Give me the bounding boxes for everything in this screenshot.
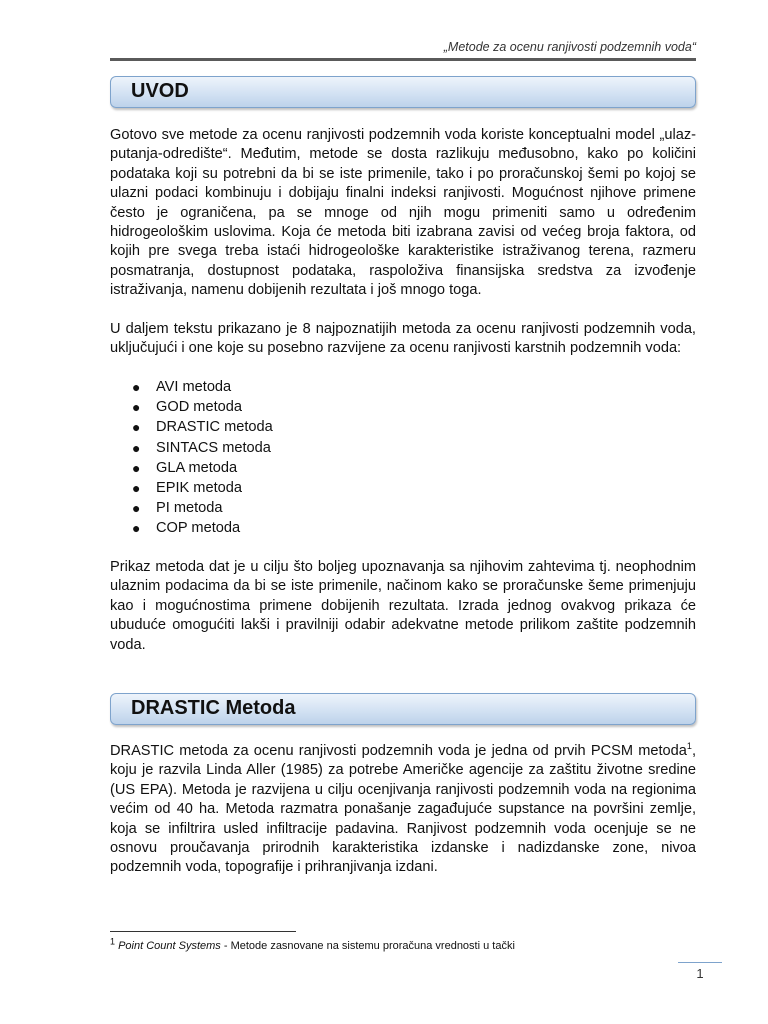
running-header: „Metode za ocenu ranjivosti podzemnih voda“ bbox=[443, 40, 696, 54]
bullet-icon: ● bbox=[132, 439, 141, 456]
list-item bbox=[110, 438, 273, 458]
section-heading-uvod bbox=[110, 76, 696, 108]
list-item bbox=[110, 397, 273, 417]
list-item bbox=[110, 518, 273, 538]
footnote-rule bbox=[110, 931, 296, 932]
list-item-label: AVI metoda bbox=[156, 379, 232, 395]
list-item bbox=[110, 417, 273, 437]
footnote-term: Point Count Systems bbox=[118, 940, 221, 952]
footnote-text: - Metode zasnovane na sistemu proračuna vrednosti u tački bbox=[220, 940, 515, 952]
list-item-label: SINTACS metoda bbox=[156, 439, 271, 456]
paragraph: Prikaz metoda dat je u cilju što boljeg upoznavanja sa njihovim zahtevima tj. neophodnim ulaznim podacima da bi se iste primenile, načinom kako se proračunske šeme primenjuju kao i mogućnostima primene dobijenih rezultata. Izrada jednog ovakvog prikaza će ubuduće omogućiti lakši i pravilniji odabir adekvatne metode prilikom zaštite podzemnih voda. bbox=[110, 559, 696, 653]
paragraph-text: , koju je razvila Linda Aller (1985) za potrebe Američke agencije za zaštitu životne sredine (US EPA). Metoda je razvijena u cilju ocenjivanja ranjivosti podzemnih voda na regionima većim od 40 ha. Metoda razmatra ponašanje zagađujuće supstance na površini zemlje, koja se infiltrira usled infiltracije padavina. Ranjivost podzemnih voda ocenjuje se ne osnovu proučavanja prirodnih karakteristika izdanske i nadizdanske zone, nivoa podzemnih voda, topografije i prihranjivanja izdani. bbox=[110, 743, 696, 876]
methods-list bbox=[110, 377, 273, 539]
footnote-marker: 1 bbox=[110, 936, 116, 947]
list-item-label: DRASTIC metoda bbox=[156, 419, 273, 436]
list-item bbox=[110, 478, 273, 498]
list-item bbox=[110, 498, 273, 518]
bullet-icon: ● bbox=[132, 379, 141, 395]
bullet-icon: ● bbox=[132, 399, 141, 416]
page-number: 1 bbox=[696, 966, 704, 981]
page-number-rule bbox=[678, 962, 722, 963]
footnote bbox=[110, 936, 515, 952]
list-item-label: GOD metoda bbox=[156, 399, 242, 416]
header-rule bbox=[110, 58, 696, 61]
bullet-icon: ● bbox=[132, 520, 141, 537]
paragraph: Gotovo sve metode za ocenu ranjivosti podzemnih voda koriste konceptualni model „ulaz-putanja-odredište“. Međutim, metode se dosta razlikuju međusobno, kako po količini podataka koji su potrebni da bi se iste primenile, tako i po proračunskoj šemi po kojoj se ulazni podaci kombinuju i dobijaju finalni indeksi ranjivosti. Mogućnost njihove primene često je ograničena, pa se mnoge od njih mogu primeniti samo u određenim hidrogeološkim uslovima. Koja će metoda biti izabrana zavisi od većeg broja faktora, od kojih pre svega treba istaći hidrogeološke karakteristike istraživanog terena, razmeru posmatranja, dostupnost podataka, raspoloživa finansijska sredstva za izvođenje istraživanja, namenu dobijenih rezultata i još mnogo toga. bbox=[110, 127, 696, 299]
paragraph-text: DRASTIC metoda za ocenu ranjivosti podzemnih voda je jedna od prvih PCSM metoda bbox=[110, 743, 687, 759]
bullet-icon: ● bbox=[132, 500, 141, 517]
list-item-label: PI metoda bbox=[156, 500, 223, 517]
list-item-label: EPIK metoda bbox=[156, 480, 242, 497]
footnote-ref[interactable]: 1 bbox=[686, 741, 692, 752]
bullet-icon: ● bbox=[132, 459, 141, 476]
section-heading-drastic bbox=[110, 693, 696, 725]
section-title: DRASTIC Metoda bbox=[131, 697, 296, 719]
bullet-icon: ● bbox=[132, 480, 141, 497]
paragraph: U daljem tekstu prikazano je 8 najpoznatijih metoda za ocenu ranjivosti podzemnih voda, uključujući i one koje su posebno razvijene za ocenu ranjivosti karstnih podzemnih voda: bbox=[110, 321, 696, 357]
section-title: UVOD bbox=[131, 80, 189, 102]
list-item-label: COP metoda bbox=[156, 520, 241, 537]
paragraph bbox=[110, 742, 696, 878]
list-item-label: GLA metoda bbox=[156, 459, 238, 476]
list-item bbox=[110, 377, 273, 397]
list-item bbox=[110, 458, 273, 478]
bullet-icon: ● bbox=[132, 419, 141, 436]
